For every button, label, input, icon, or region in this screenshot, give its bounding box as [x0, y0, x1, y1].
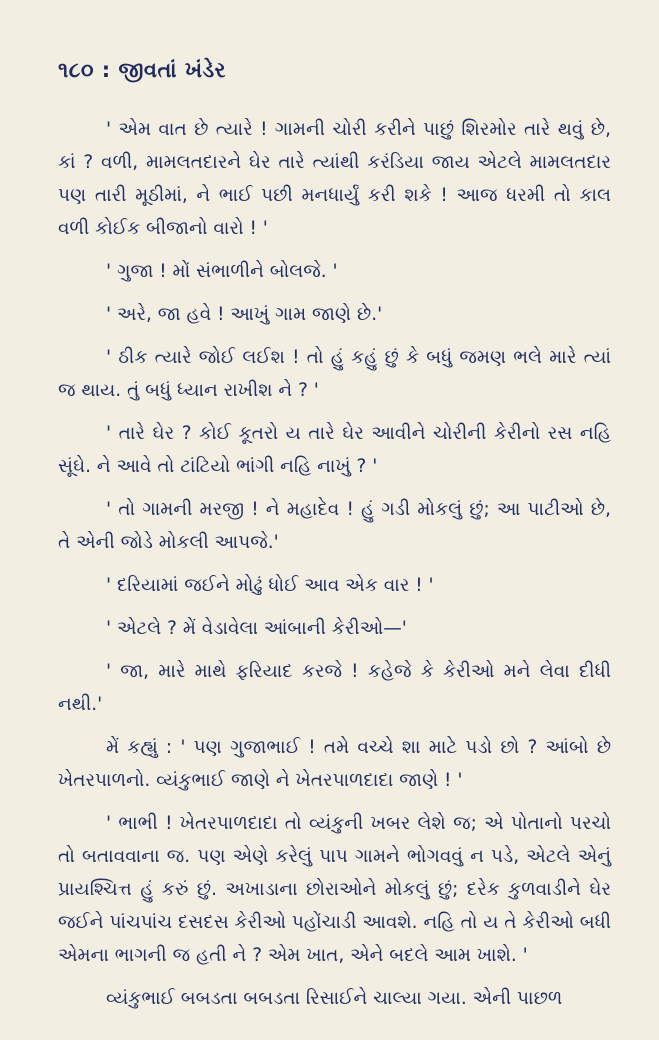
paragraph: ' એટલે ? મેં વેડાવેલા આંબાની કેરીઓ—' [106, 618, 407, 639]
paragraph: મેં કહ્યું : ' પણ ગુજાભાઈ ! તમે વચ્ચે શા માટે પડો છો ? આંબો છે ખેતરપાળનો. વ્યંકુભાઈ જાણે ને ખેતરપાળદાદા જાણે ! ' [58, 737, 611, 791]
paragraph: ' એમ વાત છે ત્યારે ! ગામની ચોરી કરીને પાછું શિરમોર તારે થવું છે, કાં ? વળી, મામલતદારને ઘેર તારે ત્યાંથી કરંડિયા જાય એટલે મામલતદાર પણ તારી મૂઠીમાં, ને ભાઈ પછી મનધાર્યું કરી શકે ! આજ ધરમી તો કાલ વળી કોઈક બીજાનો વારો ! ' [58, 119, 611, 239]
paragraph: વ્યંકુભાઈ બબડતા બબડતા રિસાઈને ચાલ્યા ગયા. એની પાછળ [106, 988, 563, 1009]
paragraph: ' ઠીક ત્યારે જોઈ લઈશ ! તો હું કહું છું કે બધું જમણ ભલે મારે ત્યાં જ થાય. તું બધું ધ્યાન રાખીશ ને ? ' [58, 347, 611, 401]
paragraph: ' ભાભી ! ખેતરપાળદાદા તો વ્યંકુની ખબર લેશે જ; એ પોતાનો પરચો તો બતાવવાના જ. પણ એણે કરેલું પાપ ગામને ભોગવવું ન પડે, એટલે એનું પ્રાયશ્ચિત્ત હું કરું છું. અખાડાના છોરાઓને મોકલું છું; દરેક કુળવાડીને ઘેર જઈને પાંચપાંચ દસદસ કેરીઓ પહોંચાડી આવશે. નહિ તો ય તે કેરીઓ બધી એમના ભાગની જ હતી ને ? એમ ખાત, એને બદલે આમ ખાશે. ' [58, 813, 611, 966]
paragraph: ' અરે, જા હવે ! આખું ગામ જાણે છે.' [106, 304, 383, 325]
paragraph: ' ગુજા ! મોં સંભાળીને બોલજે. ' [106, 261, 338, 282]
paragraph: ' તારે ઘેર ? કોઈ કૂતરો ય તારે ઘેર આવીને ચોરીની કેરીનો રસ નહિ સૂંઘે. ને આવે તો ટાંટિયો ભાંગી નહિ નાખું ? ' [58, 423, 611, 477]
paragraph: ' દરિયામાં જઈને મોઢું ધોઈ આવ એક વાર ! ' [106, 575, 434, 596]
running-head: ૧૮૦ : જીવતાં ખંડેર [58, 58, 227, 82]
paragraph: ' તો ગામની મરજી ! ને મહાદેવ ! હું ગડી મોકલું છું; આ પાટીઓ છે, તે એની જોડે મોકલી આપજે.' [58, 499, 611, 553]
paragraph: ' જા, મારે માથે ફરિયાદ કરજે ! કહેજે કે કેરીઓ મને લેવા દીધી નથી.' [58, 661, 611, 715]
